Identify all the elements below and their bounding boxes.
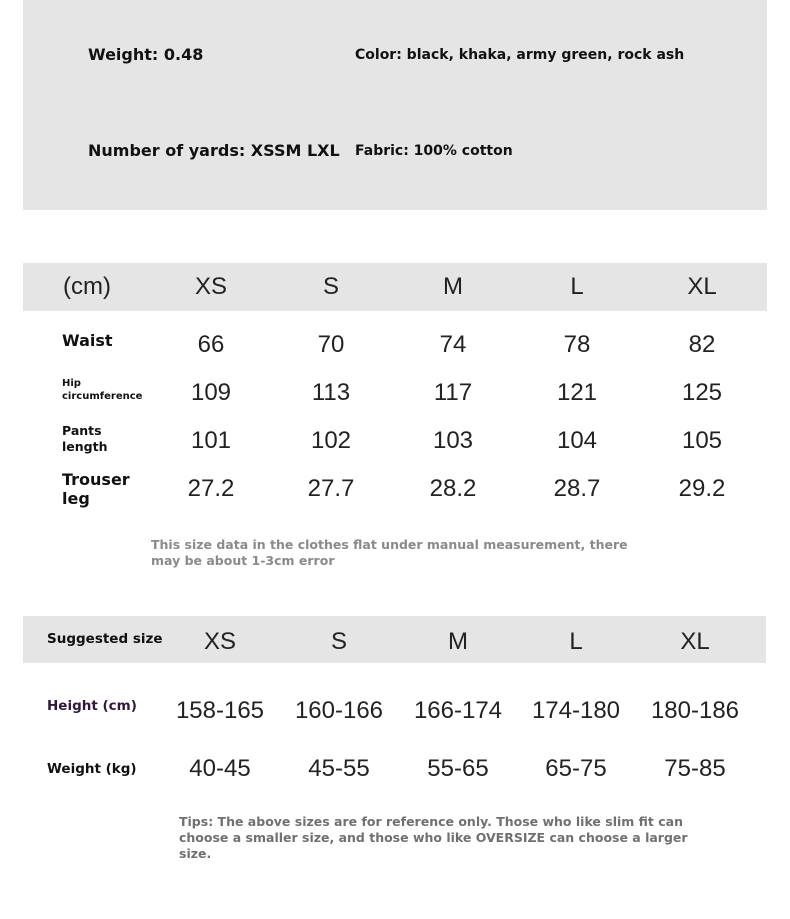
- table-cell: 104: [556, 427, 598, 454]
- suggest-col-xl: XL: [680, 628, 710, 655]
- table-cell: 28.7: [553, 475, 601, 502]
- size-col-m: M: [443, 273, 463, 300]
- table-cell: 78: [563, 331, 591, 358]
- table-cell: 70: [317, 331, 345, 358]
- table-cell: 82: [688, 331, 716, 358]
- table-cell: 74: [439, 331, 467, 358]
- measurement-note: This size data in the clothes flat under manual measurement, there may be about 1-3cm error: [151, 537, 628, 568]
- unit-label: (cm): [63, 273, 111, 300]
- fabric-info: Fabric: 100% cotton: [355, 143, 513, 159]
- product-info-panel: [23, 0, 767, 210]
- size-tip: Tips: The above sizes are for reference only. Those who like slim fit can choose a smaller size, and those who like OVERSIZE can choose a larger size.: [179, 814, 688, 861]
- row-label-hip: Hip circumference: [62, 378, 143, 402]
- suggest-col-l: L: [569, 628, 583, 655]
- size-col-l: L: [570, 273, 584, 300]
- table-cell: 117: [433, 379, 473, 406]
- table-cell: 158-165: [175, 697, 265, 724]
- table-cell: 105: [681, 427, 723, 454]
- table-cell: 121: [556, 379, 598, 406]
- row-label-weight: Weight (kg): [47, 761, 137, 777]
- yards-info: Number of yards: XSSM LXL: [88, 141, 340, 160]
- table-cell: 45-55: [308, 755, 370, 782]
- size-col-xs: XS: [194, 273, 227, 300]
- table-cell: 102: [310, 427, 352, 454]
- table-cell: 160-166: [294, 697, 384, 724]
- table-cell: 166-174: [413, 697, 503, 724]
- table-cell: 103: [432, 427, 474, 454]
- table-cell: 65-75: [545, 755, 607, 782]
- color-info: Color: black, khaka, army green, rock ash: [355, 47, 685, 63]
- table-cell: 109: [190, 379, 232, 406]
- table-cell: 125: [681, 379, 723, 406]
- weight-info: Weight: 0.48: [88, 45, 204, 64]
- table-cell: 101: [190, 427, 232, 454]
- table-cell: 27.7: [307, 475, 355, 502]
- table-cell: 27.2: [187, 475, 235, 502]
- suggested-size-label: Suggested size: [47, 631, 163, 647]
- row-label-height: Height (cm): [47, 698, 137, 714]
- table-cell: 75-85: [664, 755, 726, 782]
- row-label-waist: Waist: [62, 331, 113, 350]
- suggest-col-xs: XS: [203, 628, 236, 655]
- table-cell: 174-180: [531, 697, 621, 724]
- suggest-col-m: M: [448, 628, 468, 655]
- table-cell: 40-45: [189, 755, 251, 782]
- row-label-pants-length: Pants length: [62, 423, 108, 454]
- table-cell: 29.2: [678, 475, 726, 502]
- table-cell: 66: [197, 331, 225, 358]
- size-col-s: S: [322, 273, 339, 300]
- table-cell: 180-186: [650, 697, 740, 724]
- table-cell: 113: [311, 379, 351, 406]
- suggest-col-s: S: [330, 628, 347, 655]
- table-cell: 28.2: [429, 475, 477, 502]
- table-cell: 55-65: [427, 755, 489, 782]
- row-label-trouser-leg: Trouser leg: [62, 470, 130, 508]
- size-col-xl: XL: [687, 273, 717, 300]
